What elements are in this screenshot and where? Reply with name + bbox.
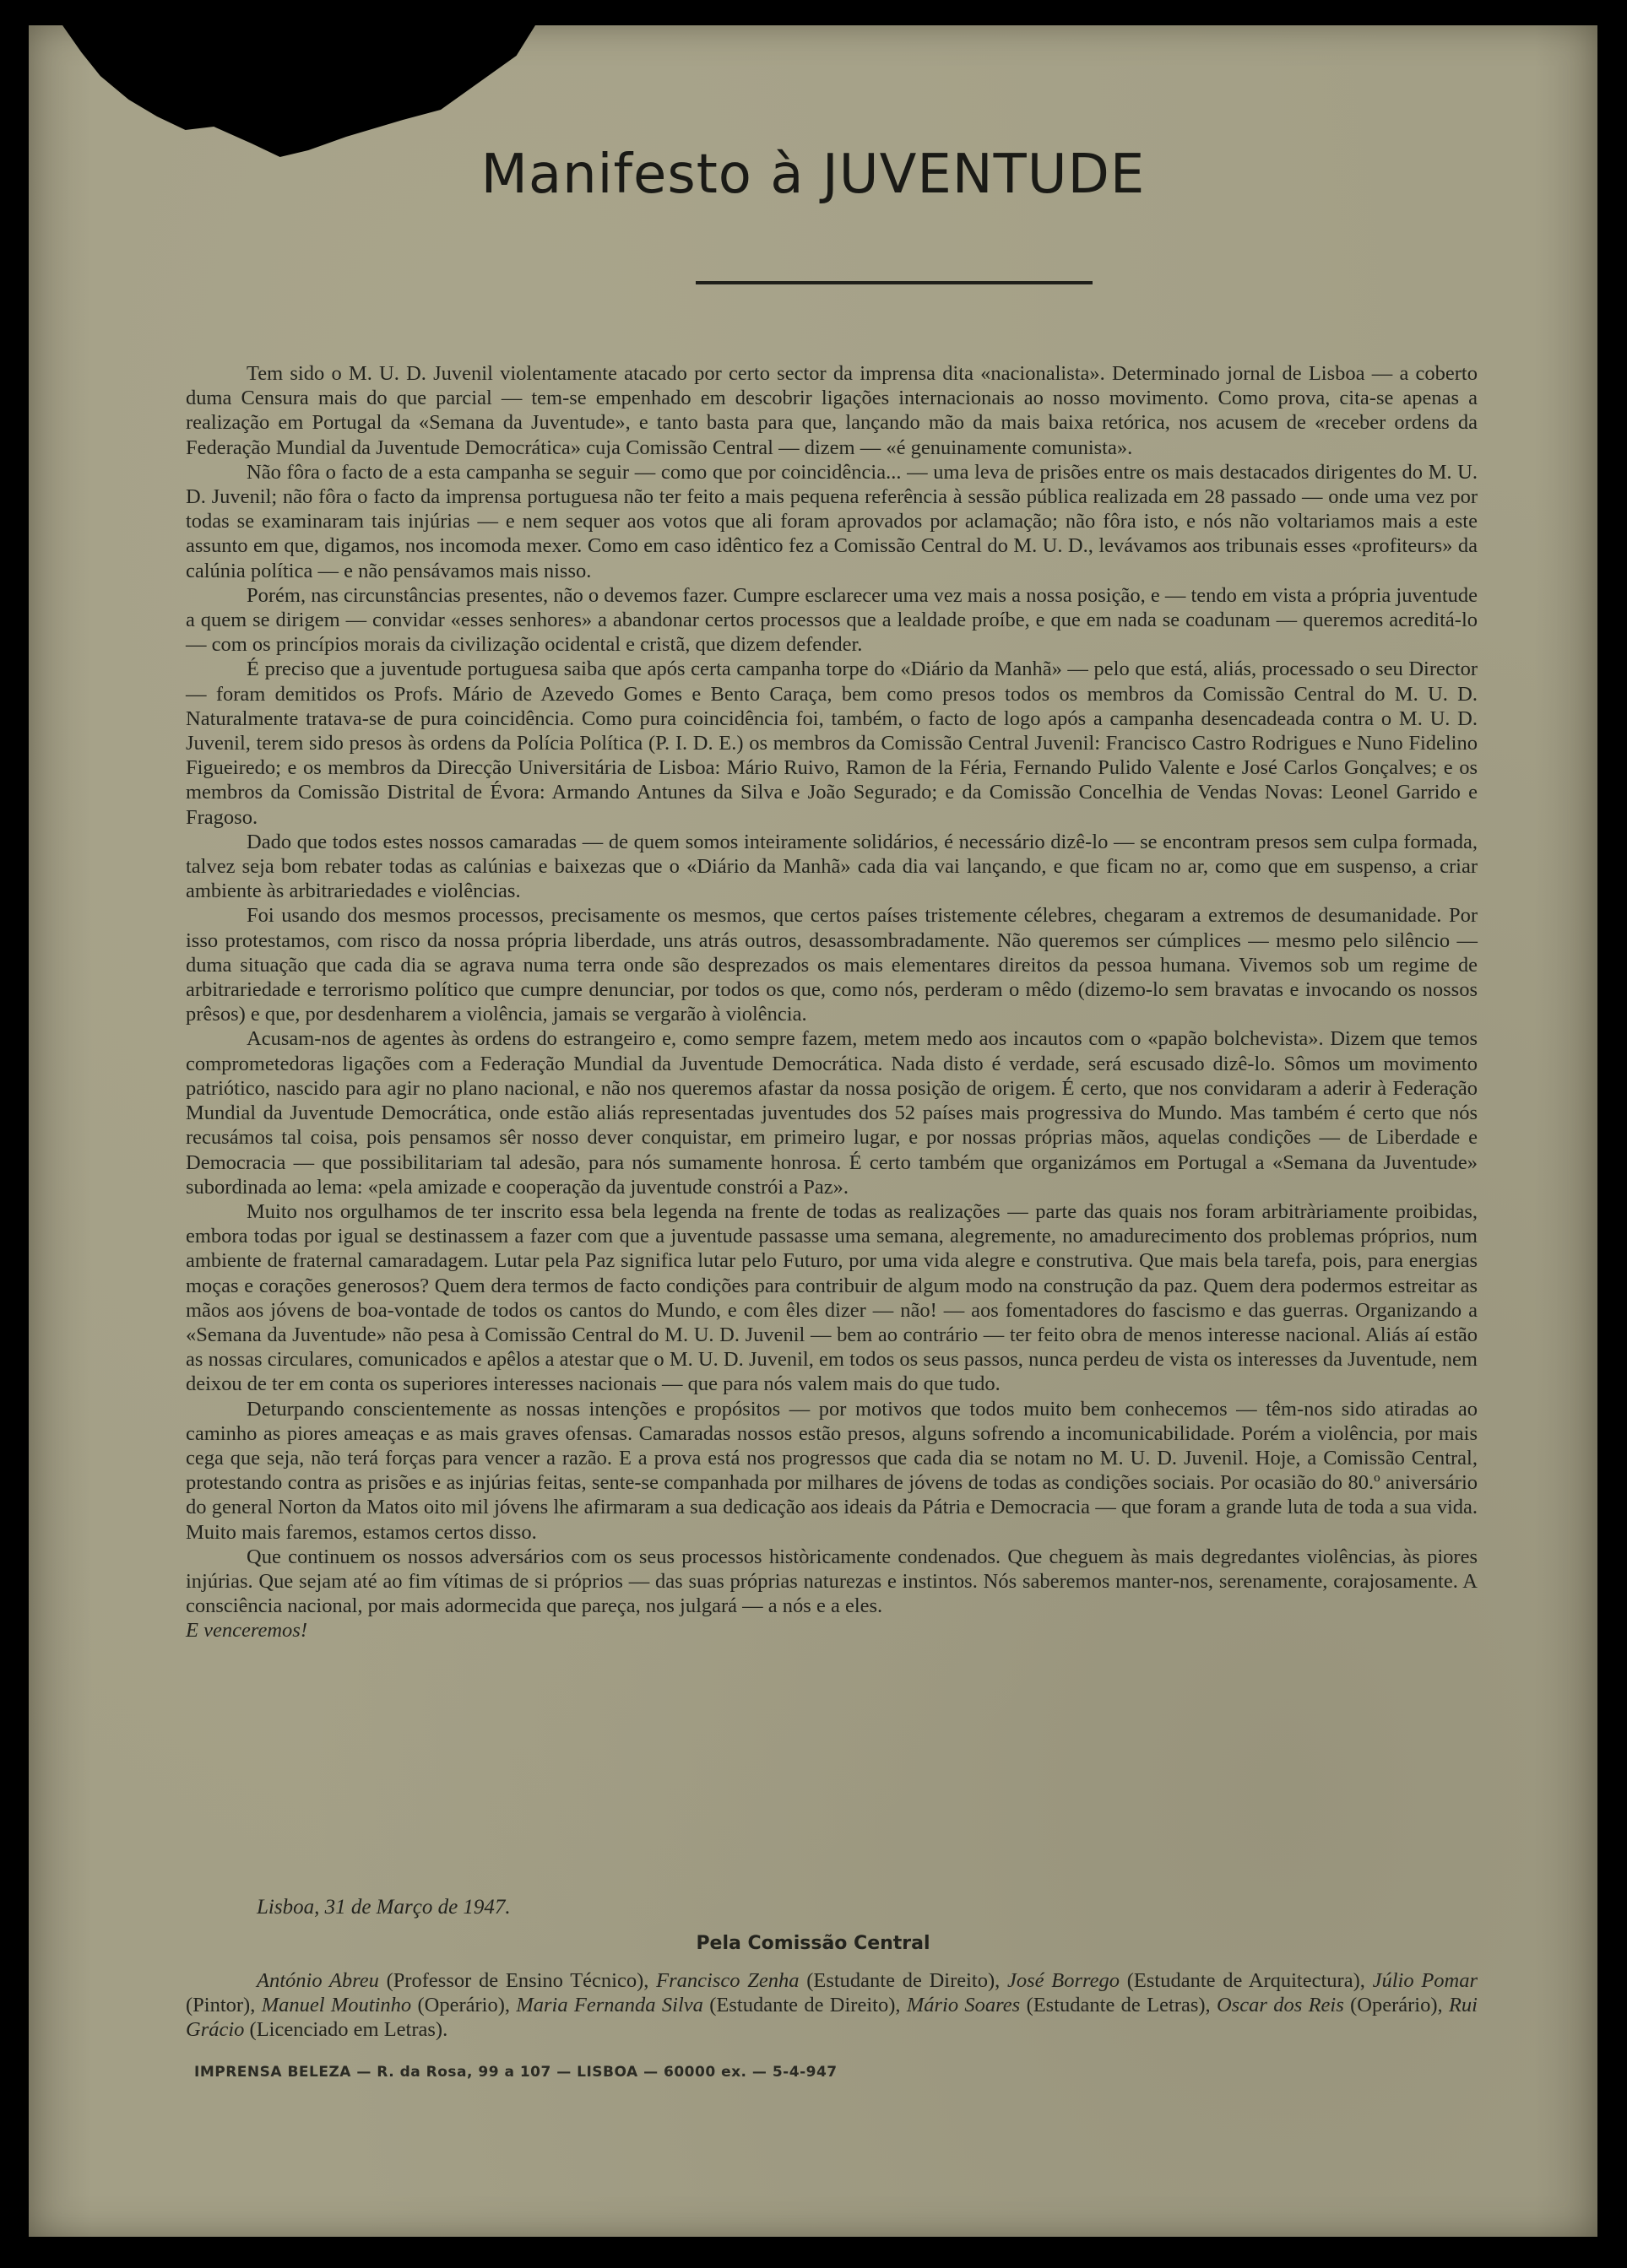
paragraph: Que continuem os nossos adversários com os seus processos històricamente condenados. Que cheguem às mais degredantes violências, às piores injúrias. Que sejam até ao fim vítimas de si próprios — das suas próprias naturezas e instintos. Nós saberemos manter-nos, serenamente, corajosamente. A consciência nacional, por mais adormecida que pareça, nos julgará — a nós e a eles. bbox=[186, 1545, 1478, 1618]
signatory-role: (Estudante de Direito) bbox=[709, 1994, 896, 2017]
paragraph: Não fôra o facto de a esta campanha se seguir — como que por coincidência... — uma leva de prisões entre os mais destacados dirigentes do M. U. D. Juvenil; não fôra o facto da imprensa portuguesa não ter feito a mais pequena referência à sessão pública realizada em 28 passado — onde uma vez por todas se examinaram tais injúrias — e nem sequer aos votos que ali foram aprovados por aclamação; não fôra isto, e nós não voltariamos mais a este assunto em que, digamos, nos incomoda mexer. Como em caso idêntico fez a Comissão Central do M. U. D., levávamos aos tribunais esses «profiteurs» da calúnia política — e não pensávamos mais nisso. bbox=[186, 460, 1478, 582]
paragraph: Foi usando dos mesmos processos, precisamente os mesmos, que certos países tristemente célebres, chegaram a extremos de desumanidade. Por isso protestamos, com risco da nossa própria liberdade, uns atrás outros, desassombradamente. Não queremos ser cúmplices — mesmo pelo silêncio — duma situação que cada dia se agrava numa terra onde são desprezados os mais elementares direitos da pessoa humana. Vivemos sob um regime de arbitrariedade e terrorismo político que cumpre denunciar, por todos os que, como nós, perderam o mêdo (dizemo-lo sem bravatas e invocando os nossos prêsos) e que, por desdenharem a violência, jamais se vergarão à violência. bbox=[186, 904, 1478, 1026]
title-divider bbox=[696, 281, 1093, 284]
paragraph: Muito nos orgulhamos de ter inscrito essa bela legenda na frente de todas as realizações — parte das quais nos foram arbitràriamente proibidas, embora todas por igual se destinassem a fazer com que a juventude passasse uma semana, alegremente, no amadurecimento dos problemas próprios, num ambiente de fraternal camaradagem. Lutar pela Paz significa lutar pelo Futuro, por uma vida alegre e construtiva. Que mais bela tarefa, pois, para energias moças e corações generosos? Quem dera termos de facto condições para contribuir de algum modo na construção da paz. Quem dera podermos estreitar as mãos aos jóvens de boa-vontade de todos os cantos do Mundo, e com êles dizer — não! — aos fomentadores do fascismo e das guerras. Organizando a «Semana da Juventude» não pesa à Comissão Central do M. U. D. Juvenil — bem ao contrário — ter feito obra de menos interesse nacional. Aliás aí estão as nossas circulares, comunicados e apêlos a atestar que o M. U. D. Juvenil, em todos os seus passos, nunca perdeu de vista os interesses da Juventude, nem deixou de ter em conta os superiores interesses nacionais — que para nós valem mais do que tudo. bbox=[186, 1199, 1478, 1396]
manifesto-body bbox=[186, 361, 1478, 1643]
paragraph: Acusam-nos de agentes às ordens do estrangeiro e, como sempre fazem, metem medo aos incautos com o «papão bolchevista». Dizem que temos comprometedoras ligações com a Federação Mundial da Juventude Democrática. Nada disto é verdade, será escusado dizê-lo. Sômos um movimento patriótico, nascido para agir no plano nacional, e não nos queremos afastar da nossa posição de origem. É certo, que nos convidaram a aderir à Federação Mundial da Juventude Democrática, onde estão aliás representadas juventudes dos 52 países mais progressiva do Mundo. Mas também é certo que nós recusámos tal coisa, pois pensamos sêr nosso dever conquistar, em primeiro lugar, e por nossas próprias mãos, aquelas condições — de Liberdade e Democracia — que possibilitariam tal adesão, para nós sumamente honrosa. É certo também que organizámos em Portugal a «Semana da Juventude» subordinada ao lema: «pela amizade e cooperação da juventude constrói a Paz». bbox=[186, 1027, 1478, 1199]
signatory-name: Manuel Moutinho bbox=[261, 1994, 412, 2017]
paragraph: Porém, nas circunstâncias presentes, não o devemos fazer. Cumpre esclarecer uma vez mais a nossa posição, e — tendo em vista a própria juventude a quem se dirigem — convidar «esses senhores» a abandonar certos processos que a lealdade proíbe, e que em nada se coadunam — queremos acreditá-lo — com os princípios morais da civilização ocidental e cristã, que dizem defender. bbox=[186, 583, 1478, 657]
signatory-name: António Abreu bbox=[257, 1969, 379, 1992]
signatory-name: Francisco Zenha bbox=[656, 1969, 800, 1992]
signatory-name: Maria Fernanda Silva bbox=[516, 1994, 703, 2017]
signatory-role: (Estudante de Arquitectura) bbox=[1126, 1969, 1360, 1992]
signatory-role: (Operário) bbox=[1350, 1994, 1438, 2017]
signatory-role: (Pintor) bbox=[186, 1994, 251, 2017]
signatory-name: Júlio Pomar bbox=[1372, 1969, 1478, 1992]
signatory-name: Oscar dos Reis bbox=[1216, 1994, 1344, 2017]
document-title: Manifesto à JUVENTUDE bbox=[480, 143, 1146, 206]
signatory-role: (Estudante de Direito) bbox=[806, 1969, 995, 1992]
paragraph: Dado que todos estes nossos camaradas — de quem somos inteiramente solidários, é necessário dizê-lo — se encontram presos sem culpa formada, talvez seja bom rebater todas as calúnias e baixezas que o «Diário da Manhã» cada dia vai lançando, e que ficam no ar, como que em suspenso, a criar ambiente às arbitrariedades e violências. bbox=[186, 830, 1478, 903]
printer-imprint: IMPRENSA BELEZA — R. da Rosa, 99 a 107 — LISBOA — 60000 ex. — 5-4-947 bbox=[194, 2064, 838, 2081]
signatory-name: Rui Grácio bbox=[186, 1994, 1478, 2042]
signatory-role: (Operário) bbox=[417, 1994, 505, 2017]
signatory-role: (Licenciado em Letras). bbox=[249, 2018, 448, 2042]
paragraph: Deturpando conscientemente as nossas intenções e propósitos — por motivos que todos muito bem conhecemos — têm-nos sido atiradas ao caminho as piores ameaças e as mais graves ofensas. Camaradas nossos estão presos, alguns sofrendo a incomunicabilidade. Porém a violência, por mais cega que seja, não terá forças para vencer a razão. E a prova está nos progressos que cada dia se notam no M. U. D. Juvenil. Hoje, a Comissão Central, protestando contra as prisões e as injúrias feitas, sente-se companhada por milhares de jóvens de todas as condições sociais. Por ocasião do 80.º aniversário do general Norton da Matos oito mil jóvens lhe afirmaram a sua dedicação aos ideais da Pátria e Democracia — que foram a grande luta de toda a sua vida. Muito mais faremos, estamos certos disso. bbox=[186, 1397, 1478, 1544]
date-line: Lisboa, 31 de Março de 1947. bbox=[257, 1896, 511, 1919]
signed-by-heading: Pela Comissão Central bbox=[696, 1933, 930, 1954]
signatory-name: Mário Soares bbox=[906, 1994, 1021, 2017]
signatory-name: José Borrego bbox=[1006, 1969, 1120, 1992]
signatory-role: (Professor de Ensino Técnico) bbox=[386, 1969, 644, 1992]
signatory-role: (Estudante de Letras) bbox=[1026, 1994, 1206, 2017]
paragraph: É preciso que a juventude portuguesa saiba que após certa campanha torpe do «Diário da Manhã» — pelo que está, aliás, processado o seu Director — foram demitidos os Profs. Mário de Azevedo Gomes e Bento Caraça, bem como presos todos os membros da Comissão Central do M. U. D. Naturalmente tratava-se de pura coincidência. Como pura coincidência foi, também, o facto de logo após a campanha desencadeada contra o M. U. D. Juvenil, terem sido presos às ordens da Polícia Política (P. I. D. E.) os membros da Comissão Central Juvenil: Francisco Castro Rodrigues e Nuno Fidelino Figueiredo; e os membros da Direcção Universitária de Lisboa: Mário Ruivo, Ramon de la Féria, Fernando Pulido Valente e José Carlos Gonçalves; e os membros da Comissão Distrital de Évora: Armando Antunes da Silva e João Segurado; e da Comissão Concelhia de Vendas Novas: Leonel Garrido e Fragoso. bbox=[186, 658, 1478, 829]
manifesto-sheet bbox=[29, 25, 1597, 2237]
signatories-list: António Abreu (Professor de Ensino Técnico), Francisco Zenha (Estudante de Direito), José Borrego (Estudante de Arquitectura), Júlio Pomar (Pintor), Manuel Moutinho (Operário), Maria Fernanda Silva (Estudante de Direito), Mário Soares (Estudante de Letras), Oscar dos Reis (Operário), Rui Grácio (Licenciado em Letras). bbox=[186, 1969, 1478, 2042]
paragraph: Tem sido o M. U. D. Juvenil violentamente atacado por certo sector da imprensa dita «nacionalista». Determinado jornal de Lisboa — a coberto duma Censura mais do que parcial — tem-se empenhado em descobrir ligações internacionais ao nosso movimento. Como prova, cita-se apenas a realização em Portugal da «Semana da Juventude», e tanto basta para que, lançando mão da mais baixa retórica, nos acusem de «receber ordens da Federação Mundial da Juventude Democrática» cuja Comissão Central — dizem — «é genuinamente comunista». bbox=[186, 362, 1478, 459]
closing-line: E venceremos! bbox=[186, 1619, 307, 1643]
